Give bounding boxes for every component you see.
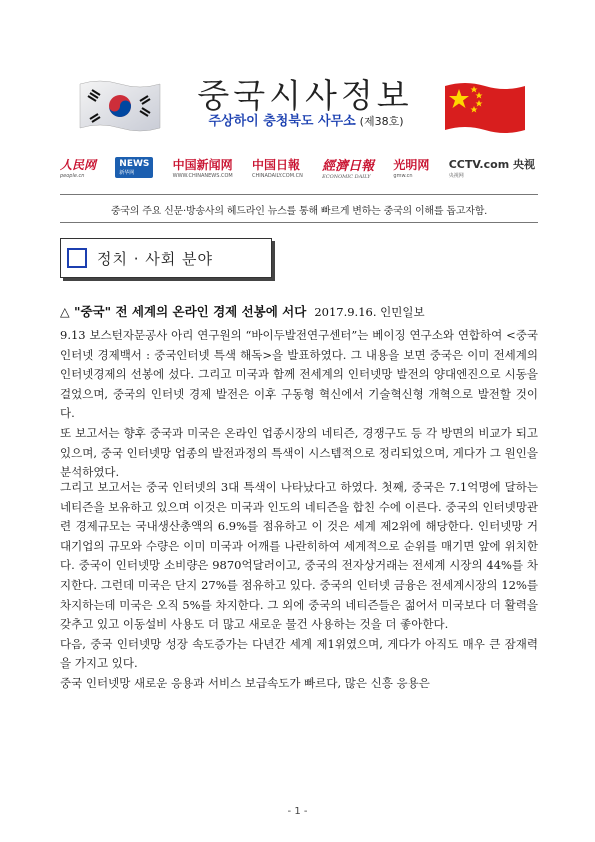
- chinese-flag-icon: [443, 80, 527, 136]
- divider-bottom: [60, 222, 538, 223]
- cctv-logo: CCTV.com 央视 央视网: [448, 157, 535, 179]
- paragraph: 다음, 중국 인터넷망 성장 속도증가는 다년간 세계 제1위였으며, 게다가 아직도 매우 큰 잠재력을 가지고 있다.: [60, 636, 538, 671]
- media-logos-row: [60, 152, 535, 182]
- paragraph: 그리고 보고서는 중국 인터넷의 3대 특색이 나타났다고 하였다. 첫째, 중국은 7.1억명에 달하는 네티즌을 보유하고 있으며 이것은 미국과 인도의 네티즌을 합친 수에 이른다. 중국의 인터넷망관련 경제규모는 국내생산총액의 6.9%를 점유하고 이 것은 세계 제2위에 해당한다. 인터넷망 거대기업의 규모와 수량은 이미 미국과 어깨를 나란히하여 세계적으로 순위를 매기면 앞에 위치한다. 중국이 인터넷망 소비량은 9870억달러이고, 중국의 전자상거래는 전세계 시장의 44%를 차지한다. 그런데 미국은 단지 27%를 점유하고 있다. 중국의 인터넷 금융은 전세계시장의 12%를 차지하는데 미국은 오직 5%를 차지한다. 그 외에 중국의 네티즌들은 젊어서 미국보다 더 활력을 갖추고 있고 이동설비 사용도 더 많고 새로운 물건 사용하는 것을 더 좋아한다.: [60, 480, 538, 632]
- article-date: 2017.9.16. 인민일보: [314, 305, 425, 319]
- paragraph: 중국 인터넷망 새로운 응용과 서비스 보급속도가 빠르다, 많은 신흥 응용은: [60, 675, 430, 690]
- page-title: 중국시사정보: [197, 76, 413, 115]
- article-headline: [60, 302, 540, 320]
- chinanews-logo: 中国新闻网 WWW.CHINANEWS.COM: [172, 157, 233, 179]
- economic-daily-logo: 經濟日報 ECONOMIC DAILY: [322, 158, 375, 180]
- paragraph: 또 보고서는 향후 중국과 미국은 온라인 업종시장의 네티즌, 경쟁구도 등 각 방면의 비교가 되고 있으며, 중국 인터넷망 업종의 발전과정의 특색이 시스템적으로 정리되었으며, 게다가 그 원인을 분석하였다.: [60, 425, 538, 480]
- checkbox-icon: [67, 248, 87, 268]
- office-name: 주상하이 충청북도 사무소: [208, 114, 356, 129]
- korean-flag-icon: [78, 78, 162, 134]
- article-body-part1: [60, 326, 538, 483]
- page-number: - 1 -: [287, 806, 308, 817]
- people-logo: 人民网 people.cn: [60, 157, 97, 179]
- xinhua-logo: NEWS 新华网: [115, 157, 153, 178]
- issue-number: (제38호): [359, 115, 404, 128]
- tagline: 중국의 주요 신문·방송사의 헤드라인 뉴스를 통해 빠르게 변하는 중국의 이해를 돕고자함.: [110, 206, 488, 217]
- article-body-part2: [60, 478, 538, 694]
- divider-top: [60, 194, 538, 195]
- headline-text: △ "중국" 전 세계의 온라인 경제 선봉에 서다: [60, 304, 307, 319]
- chinadaily-logo: 中国日報 CHINADAILY.COM.CN: [252, 157, 303, 179]
- office-subtitle: [176, 110, 436, 129]
- section-label: 정치 · 사회 분야: [97, 249, 214, 268]
- section-header: [60, 238, 272, 278]
- guangming-logo: 光明网 gmw.cn: [393, 157, 430, 179]
- paragraph: 9.13 보스턴자문공사 아리 연구원의 “바이두발전연구센터”는 베이징 연구소와 연합하여 <중국인터넷 경제백서 : 중국인터넷 특색 해독>을 발표하였다. 그 내용을 보면 중국은 이미 전세계의 인터넷경제의 선봉에 섰다. 그리고 미국과 함께 전세계의 인터넷망 발전의 양대엔진으로 시동을 걸었으며, 중국의 인터넷 경제 발전은 이후 구동형 혁신에서 기술혁신형 개혁으로 발전할 것이다.: [60, 328, 538, 421]
